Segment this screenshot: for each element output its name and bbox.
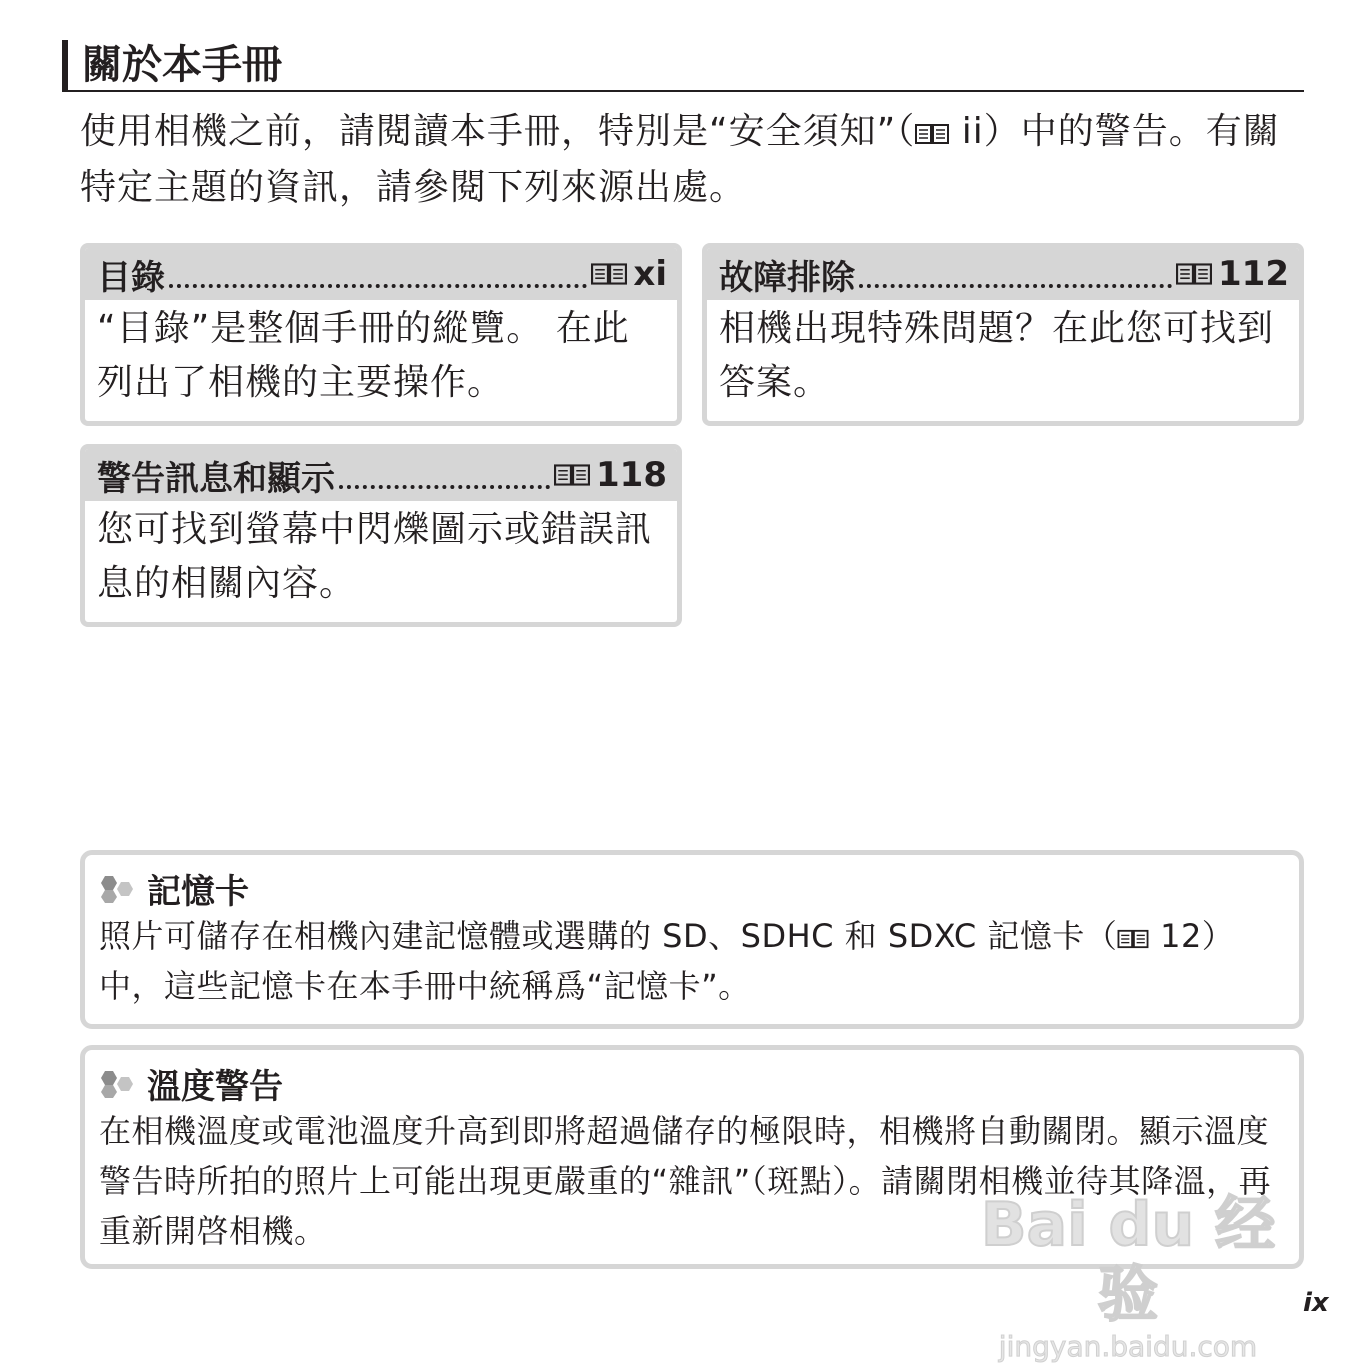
book-icon	[915, 123, 949, 145]
dot-leader	[339, 485, 550, 489]
reference-page-link[interactable]	[591, 254, 667, 294]
reference-box-warnings	[80, 444, 682, 627]
reference-page-number: 118	[596, 455, 667, 495]
book-icon	[1176, 262, 1212, 286]
reference-page-link[interactable]	[1176, 254, 1289, 294]
book-icon	[554, 463, 590, 487]
reference-title: 目錄	[97, 257, 165, 298]
watermark-url: jingyan.baidu.com	[998, 1330, 1258, 1363]
page-number: ix	[1303, 1288, 1329, 1318]
reference-box-troubleshooting	[702, 243, 1304, 426]
baidu-watermark	[968, 1190, 1288, 1364]
intro-ref-page: ii	[961, 111, 984, 152]
hexagon-note-icon	[99, 1068, 139, 1098]
intro-text-before: 使用相機之前，請閱讀本手冊，特別是“安全須知”（	[80, 111, 916, 152]
section-title: 關於本手冊	[62, 40, 1304, 92]
note-title: 記憶卡	[147, 871, 249, 912]
dot-leader	[169, 284, 587, 288]
note-body: 在相機溫度或電池溫度升高到即將超過儲存的極限時，相機將自動關閉。顯示溫度警告時所拍的照片上可能出現更嚴重的“雜訊”（斑點）。請關閉相機並待其降溫，再重新開啓相機。	[99, 1112, 1272, 1250]
intro-paragraph	[80, 104, 1305, 216]
reference-body: 相機出現特殊問題？在此您可找到答案。	[719, 308, 1275, 403]
reference-header	[85, 449, 677, 501]
reference-box-contents	[80, 243, 682, 426]
note-body	[99, 911, 1285, 1011]
reference-header	[85, 248, 677, 300]
reference-title: 故障排除	[719, 257, 855, 298]
reference-title: 警告訊息和顯示	[97, 458, 335, 499]
book-icon	[1117, 929, 1149, 949]
reference-body: 您可找到螢幕中閃爍圖示或錯誤訊息的相關內容。	[97, 509, 653, 604]
note-text-after: ）中，這些記憶卡在本手冊中統稱爲“記憶卡”。	[99, 917, 1235, 1005]
reference-body: “目錄”是整個手冊的縱覽。 在此列出了相機的主要操作。	[97, 308, 630, 403]
note-header	[99, 865, 1285, 911]
book-icon	[591, 262, 627, 286]
intro-text-after: ）中的警告。有關特定主題的資訊，請參閱下列來源出處。	[80, 111, 1280, 208]
note-ref-page: 12	[1160, 917, 1202, 955]
note-box-memory-card	[80, 850, 1304, 1029]
watermark-logo: Bai du 经验	[980, 1190, 1276, 1330]
reference-header	[707, 248, 1299, 300]
note-text-before: 照片可儲存在相機內建記憶體或選購的 SD、SDHC 和 SDXC 記憶卡（	[99, 917, 1118, 955]
note-header	[99, 1060, 1285, 1106]
dot-leader	[859, 284, 1172, 288]
reference-page-number: xi	[633, 254, 667, 294]
note-title: 溫度警告	[147, 1066, 283, 1107]
hexagon-note-icon	[99, 873, 139, 903]
reference-page-link[interactable]	[554, 455, 667, 495]
reference-page-number: 112	[1218, 254, 1289, 294]
